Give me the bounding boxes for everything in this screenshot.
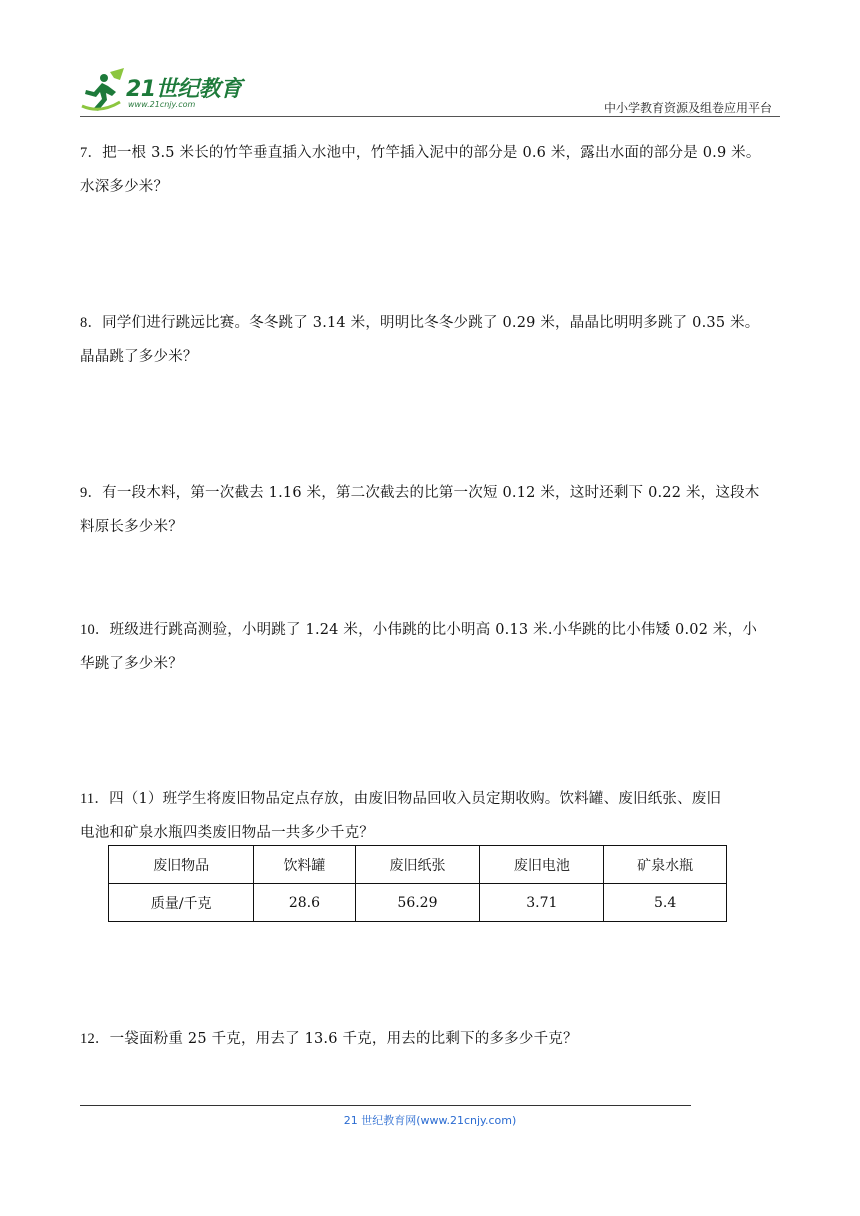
question-number: 10． bbox=[80, 622, 110, 638]
platform-name: 中小学教育资源及组卷应用平台 bbox=[603, 101, 772, 115]
question-12 bbox=[80, 1022, 780, 1056]
question-text: 班级进行跳高测验，小明跳了 1.24 米，小伟跳的比小明高 0.13 米.小华跳的比小伟矮 0.02 米，小 bbox=[109, 622, 758, 638]
waste-table bbox=[108, 845, 727, 922]
question-text: 电池和矿泉水瓶四类废旧物品一共多少千克？ bbox=[80, 825, 374, 841]
question-number: 7． bbox=[80, 145, 103, 161]
question-text: 料原长多少米？ bbox=[80, 519, 183, 535]
table-cell: 废旧电池 bbox=[480, 846, 604, 884]
table-header-row bbox=[109, 846, 727, 884]
question-11 bbox=[80, 782, 780, 850]
table-cell: 3.71 bbox=[480, 884, 604, 922]
table-cell: 5.4 bbox=[604, 884, 727, 922]
runner-logo-icon bbox=[80, 66, 126, 116]
table-cell: 矿泉水瓶 bbox=[604, 846, 727, 884]
question-text: 把一根 3.5 米长的竹竿垂直插入水池中，竹竿插入泥中的部分是 0.6 米，露出水面的部分是 0.9 米。 bbox=[102, 145, 761, 161]
table-cell: 质量/千克 bbox=[109, 884, 254, 922]
question-9 bbox=[80, 476, 780, 544]
question-number: 9． bbox=[80, 485, 103, 501]
question-8 bbox=[80, 306, 780, 374]
table-row bbox=[109, 884, 727, 922]
question-10 bbox=[80, 613, 780, 681]
question-7 bbox=[80, 136, 780, 204]
footer-link[interactable]: 21 世纪教育网(www.21cnjy.com) bbox=[343, 1114, 517, 1127]
header-divider bbox=[80, 116, 780, 117]
question-text: 水深多少米？ bbox=[80, 179, 169, 195]
question-text: 一袋面粉重 25 千克，用去了 13.6 千克，用去的比剩下的多多少千克？ bbox=[109, 1031, 578, 1047]
question-number: 12． bbox=[80, 1031, 110, 1047]
question-number: 8． bbox=[80, 315, 103, 331]
footer-divider bbox=[80, 1105, 691, 1106]
table-cell: 废旧物品 bbox=[109, 846, 254, 884]
question-text: 四（1）班学生将废旧物品定点存放，由废旧物品回收入员定期收购。饮料罐、废旧纸张、废旧 bbox=[109, 791, 722, 807]
question-number: 11． bbox=[80, 791, 110, 807]
table-cell: 56.29 bbox=[355, 884, 480, 922]
logo-url: www.21cnjy.com bbox=[128, 100, 196, 109]
logo-text: 21世纪教育 bbox=[126, 77, 242, 102]
question-text: 有一段木料，第一次截去 1.16 米，第二次截去的比第一次短 0.12 米，这时还剩下 0.22 米，这段木 bbox=[102, 485, 760, 501]
question-text: 华跳了多少米？ bbox=[80, 656, 183, 672]
page-header bbox=[80, 66, 780, 118]
table-cell: 饮料罐 bbox=[254, 846, 355, 884]
question-text: 同学们进行跳远比赛。冬冬跳了 3.14 米，明明比冬冬少跳了 0.29 米，晶晶比明明多跳了 0.35 米。 bbox=[102, 315, 760, 331]
question-text: 晶晶跳了多少米？ bbox=[80, 349, 198, 365]
table-cell: 28.6 bbox=[254, 884, 355, 922]
logo bbox=[80, 66, 280, 116]
table-cell: 废旧纸张 bbox=[355, 846, 480, 884]
